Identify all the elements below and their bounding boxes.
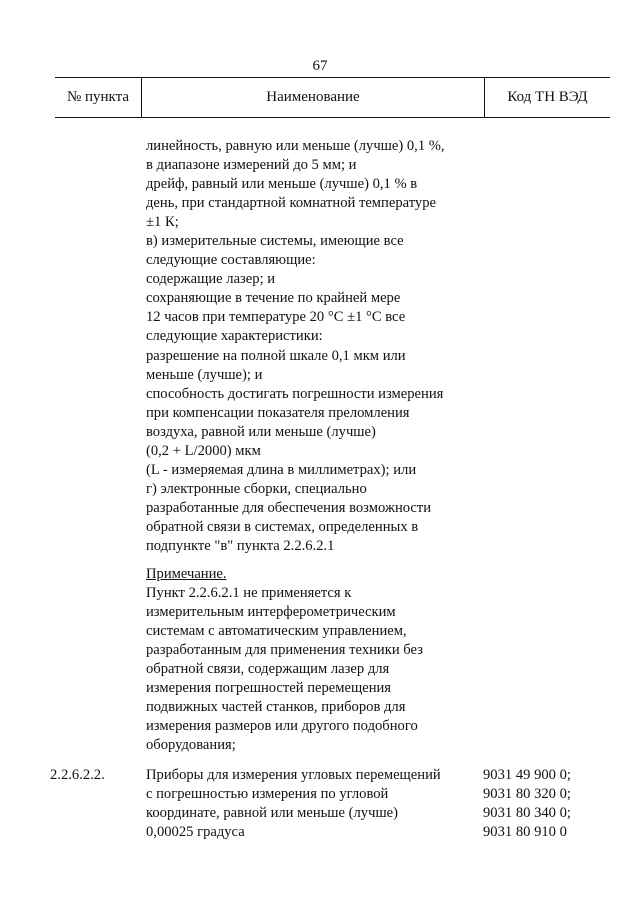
column-header-code: Код ТН ВЭД [507,89,588,105]
text-line: разработанные для обеспечения возможности [146,499,432,516]
note-line: системам с автоматическим управлением, [146,623,407,640]
item-codes [483,766,613,842]
code-value: 9031 80 910 0 [483,824,567,841]
text-line: при компенсации показателя преломления [146,404,410,421]
text-line: 12 часов при температуре 20 °С ±1 °С все [146,309,406,326]
note-line: разработанным для применения техники без [146,642,423,659]
text-line: подпункте "в" пункта 2.2.6.2.1 [146,537,335,554]
text-line: обратной связи в системах, определенных в [146,518,419,535]
item-line: Приборы для измерения угловых перемещений [146,767,441,783]
item-line: 0,00025 градуса [146,824,245,841]
note-line: измерения размеров или другого подобного [146,718,418,735]
text-line: ±1 К; [146,214,179,231]
note-heading: Примечание. [146,566,227,582]
text-line: разрешение на полной шкале 0,1 мкм или [146,347,406,364]
continued-description [146,137,486,556]
text-line: в диапазоне измерений до 5 мм; и [146,157,357,174]
text-line: в) измерительные системы, имеющие все [146,233,404,250]
column-header-number: № пункта [66,89,130,105]
text-line: следующие составляющие: [146,252,316,269]
item-line: с погрешностью измерения по угловой [146,786,389,803]
text-line: сохраняющие в течение по крайней мере [146,290,401,307]
text-line: г) электронные сборки, специально [146,480,367,497]
code-value: 9031 80 320 0; [483,786,571,803]
text-line: следующие характеристики: [146,328,323,345]
note-line: измерения погрешностей перемещения [146,680,392,697]
note-line: оборудования; [146,737,236,754]
item-number: 2.2.6.2.2. [50,767,105,783]
text-line: содержащие лазер; и [146,271,276,288]
column-header-name: Наименование [266,89,360,105]
item-line: координате, равной или меньше (лучше) [146,805,399,822]
text-line: воздуха, равной или меньше (лучше) [146,423,376,440]
item-description [146,766,486,842]
note-line: Пункт 2.2.6.2.1 не применяется к [146,585,352,602]
code-value: 9031 49 900 0; [483,767,571,783]
text-line: линейность, равную или меньше (лучше) 0,1 %, [146,138,445,154]
code-value: 9031 80 340 0; [483,805,571,822]
text-line: (0,2 + L/2000) мкм [146,442,261,459]
note-line: обратной связи, содержащим лазер для [146,661,390,678]
note-line: измерительным интерферометрическим [146,604,396,621]
page-number: 67 [312,58,328,74]
text-line: способность достигать погрешности измерения [146,385,444,402]
text-line: (L - измеряемая длина в миллиметрах); или [146,461,417,478]
note-line: подвижных частей станков, приборов для [146,699,406,716]
note-block [146,565,486,755]
text-line: меньше (лучше); и [146,366,263,383]
text-line: дрейф, равный или меньше (лучше) 0,1 % в [146,176,418,193]
table-header-bottom-rule [55,117,610,118]
text-line: день, при стандартной комнатной температуре [146,195,436,212]
